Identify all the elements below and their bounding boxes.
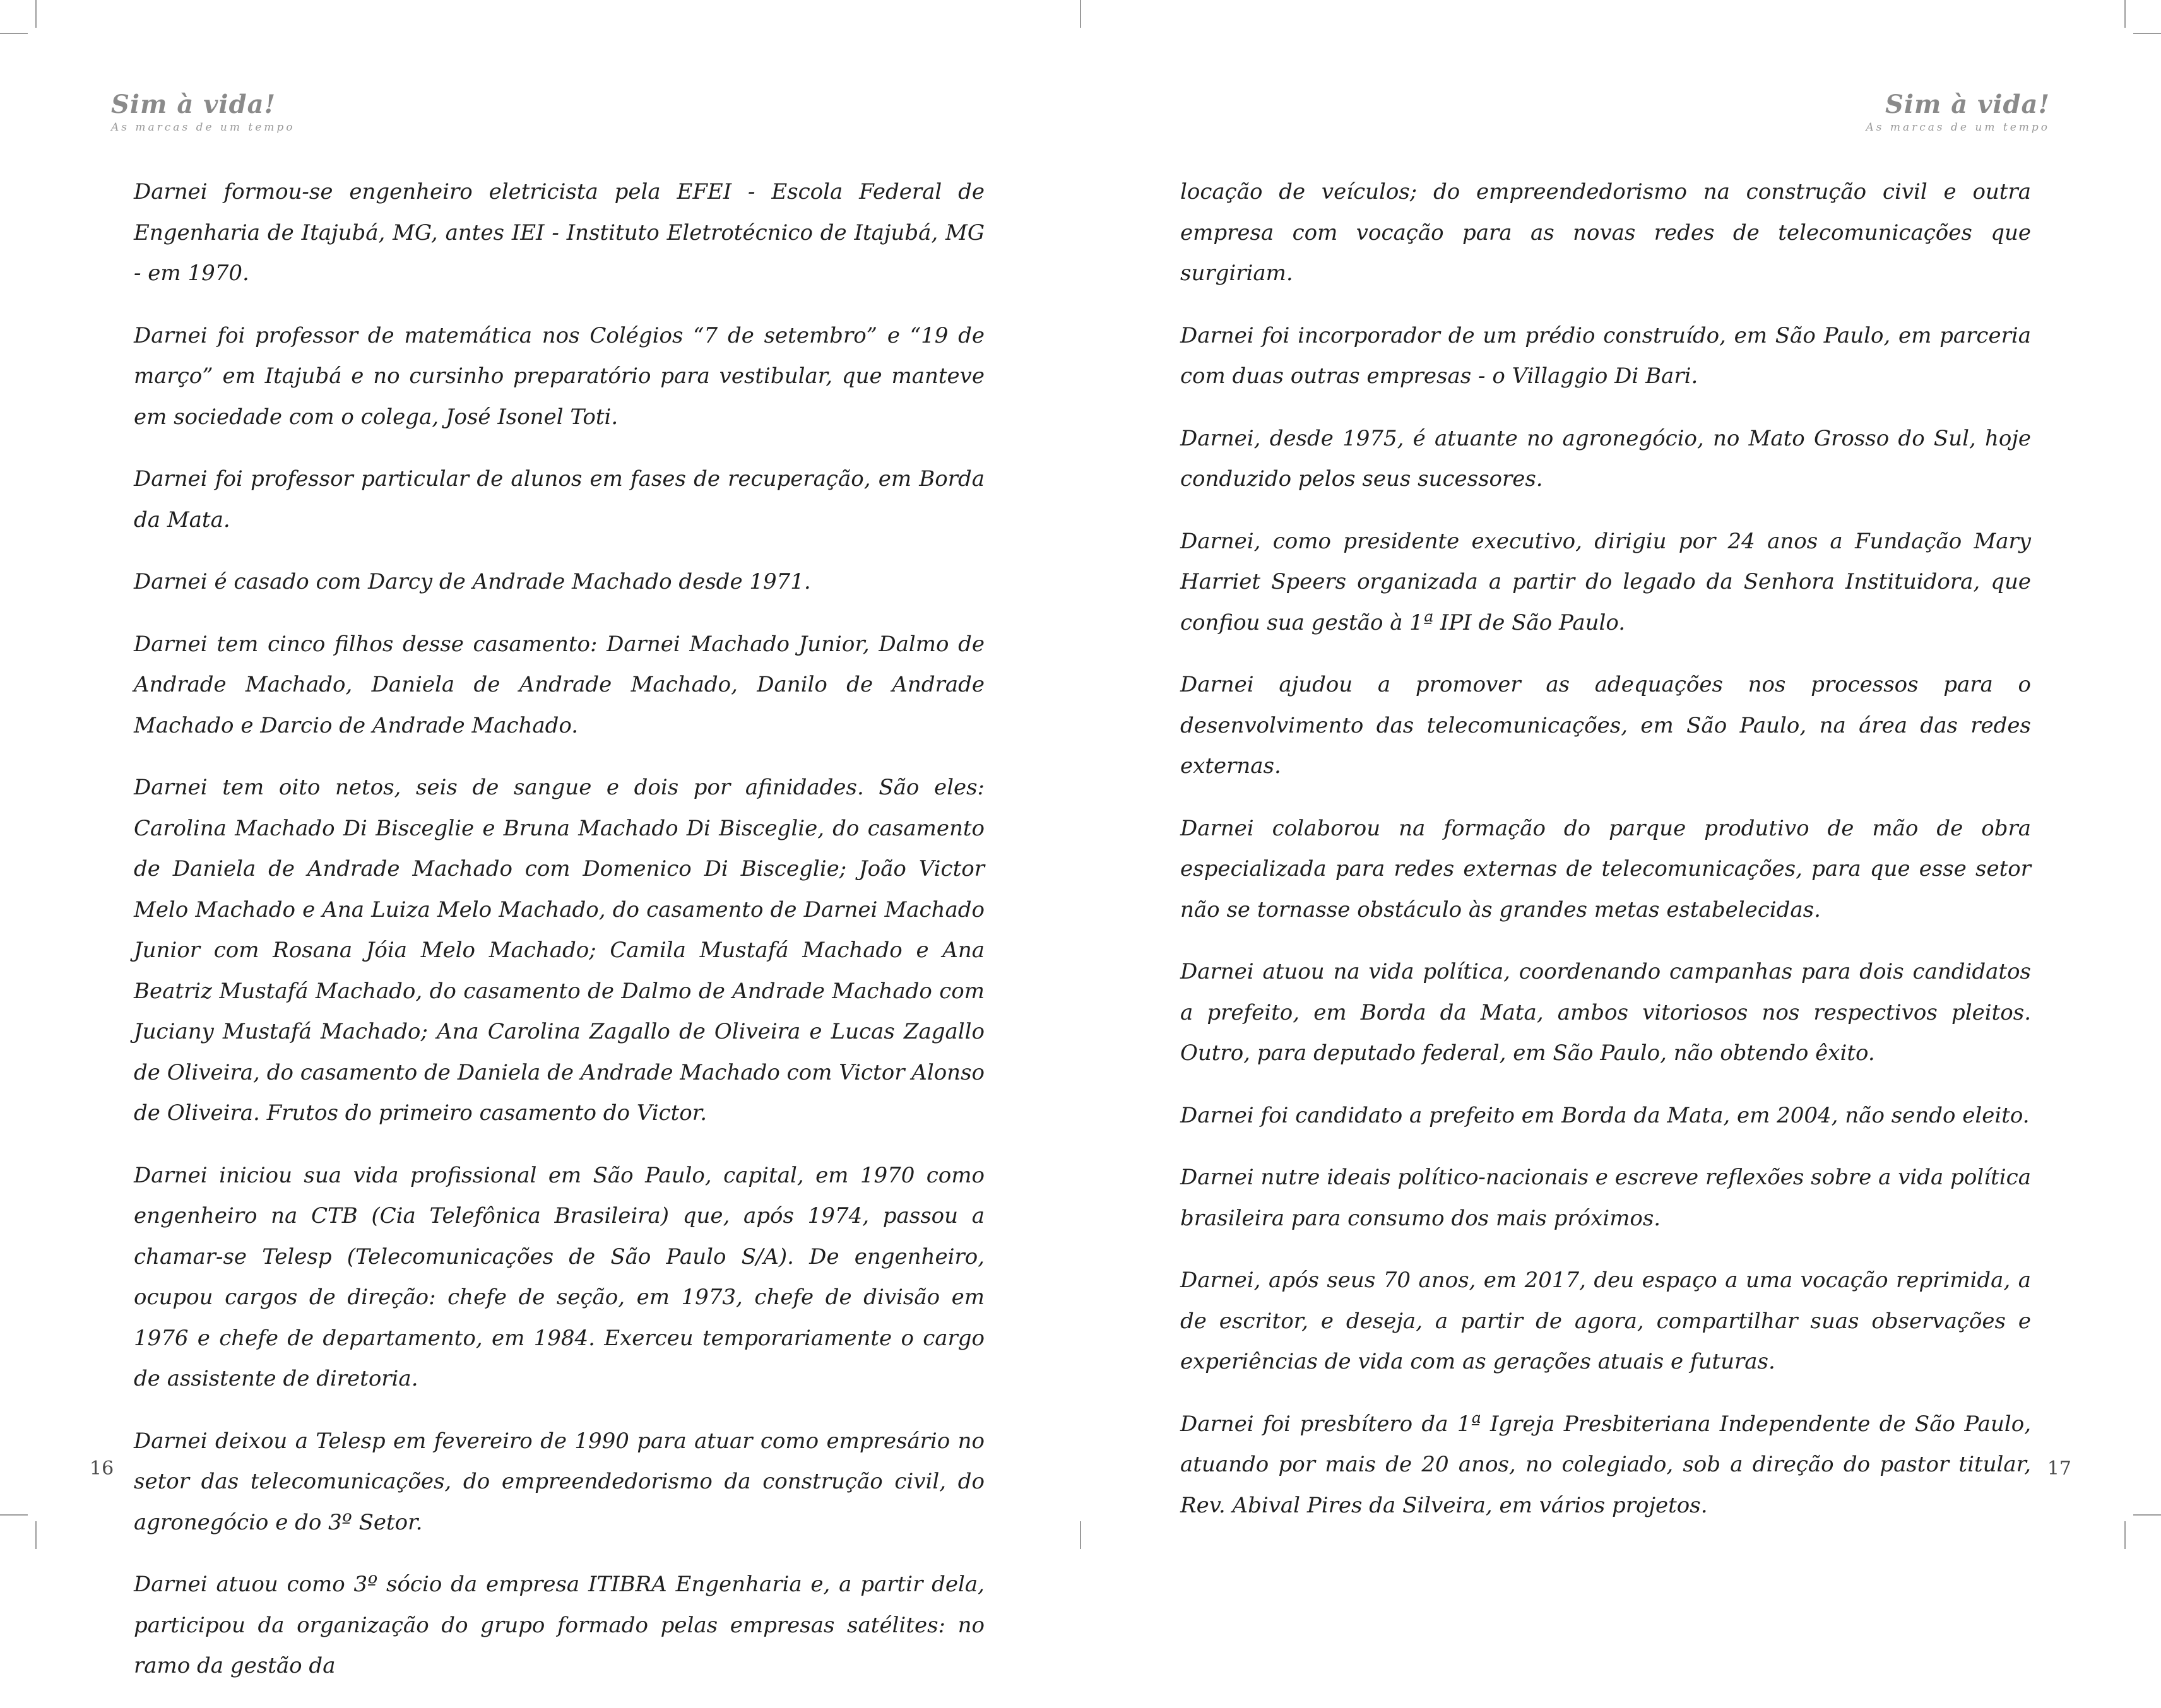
book-title: Sim à vida!: [111, 90, 276, 119]
page-body: [1180, 172, 2031, 1547]
book-subtitle: As marcas de um tempo: [111, 121, 295, 134]
book-subtitle: As marcas de um tempo: [1866, 121, 2050, 134]
paragraph: Darnei foi professor de matemática nos Colégios “7 de setembro” e “19 de março” em Itajubá e no cursinho preparatório para vestibular, que manteve em sociedade com o colega, José Isonel Toti.: [134, 322, 985, 430]
paragraph: Darnei tem cinco filhos desse casamento: Darnei Machado Junior, Dalmo de Andrade Machado, Daniela de Andrade Machado, Danilo de Andrade Machado e Darcio de Andrade Machado.: [134, 631, 985, 738]
paragraph: Darnei é casado com Darcy de Andrade Machado desde 1971.: [134, 569, 811, 594]
running-header: [111, 92, 295, 133]
paragraph: Darnei formou-se engenheiro eletricista pela EFEI - Escola Federal de Engenharia de Itajubá, MG, antes IEI - Instituto Eletrotécnico de Itajubá, MG - em 1970.: [134, 179, 985, 286]
paragraph: Darnei foi incorporador de um prédio construído, em São Paulo, em parceria com duas outras empresas - o Villaggio Di Bari.: [1180, 322, 2031, 389]
paragraph: Darnei atuou como 3º sócio da empresa ITIBRA Engenharia e, a partir dela, participou da organização do grupo formado pelas empresas satélites: no ramo da gestão da: [134, 1572, 985, 1678]
paragraph: locação de veículos; do empreendedorismo na construção civil e outra empresa com vocação para as novas redes de telecomunicações que surgiriam.: [1180, 179, 2031, 286]
paragraph: Darnei foi professor particular de alunos em fases de recuperação, em Borda da Mata.: [134, 466, 985, 533]
page-body: [134, 172, 985, 1708]
left-page: [0, 0, 1080, 1678]
paragraph: Darnei foi candidato a prefeito em Borda da Mata, em 2004, não sendo eleito.: [1180, 1102, 2030, 1128]
paragraph: Darnei colaborou na formação do parque produtivo de mão de obra especializada para redes externas de telecomunicações, para que esse setor não se tornasse obstáculo às grandes metas estabelecidas.: [1180, 815, 2031, 922]
paragraph: Darnei foi presbítero da 1ª Igreja Presbiteriana Independente de São Paulo, atuando por mais de 20 anos, no colegiado, sob a direção do pastor titular, Rev. Abival Pires da Silveira, em vários projetos.: [1180, 1411, 2031, 1518]
page-number: 17: [2047, 1458, 2071, 1480]
paragraph: Darnei, como presidente executivo, dirigiu por 24 anos a Fundação Mary Harriet Speers organizada a partir do legado da Senhora Instituidora, que confiou sua gestão à 1ª IPI de São Paulo.: [1180, 528, 2031, 635]
paragraph: Darnei ajudou a promover as adequações nos processos para o desenvolvimento das telecomunicações, em São Paulo, na área das redes externas.: [1180, 672, 2031, 779]
book-title: Sim à vida!: [1885, 90, 2050, 119]
paragraph: Darnei tem oito netos, seis de sangue e dois por afinidades. São eles: Carolina Machado Di Bisceglie e Bruna Machado Di Bisceglie, do casamento de Daniela de Andrade Machado com Domenico Di Bisceglie; João Victor Melo Machado e Ana Luiza Melo Machado, do casamento de Darnei Machado Junior com Rosana Jóia Melo Machado; Camila Mustafá Machado e Ana Beatriz Mustafá Machado, do casamento de Dalmo de Andrade Machado com Juciany Mustafá Machado; Ana Carolina Zagallo de Oliveira e Lucas Zagallo de Oliveira, do casamento de Daniela de Andrade Machado com Victor Alonso de Oliveira. Frutos do primeiro casamento do Victor.: [134, 775, 985, 1126]
paragraph: Darnei atuou na vida política, coordenando campanhas para dois candidatos a prefeito, em Borda da Mata, ambos vitoriosos nos respectivos pleitos. Outro, para deputado federal, em São Paulo, não obtendo êxito.: [1180, 959, 2031, 1066]
paragraph: Darnei nutre ideais político-nacionais e escreve reflexões sobre a vida política brasileira para consumo dos mais próximos.: [1180, 1165, 2031, 1231]
paragraph: Darnei iniciou sua vida profissional em São Paulo, capital, em 1970 como engenheiro na CTB (Cia Telefônica Brasileira) que, após 1974, passou a chamar-se Telesp (Telecomunicações de São Paulo S/A). De engenheiro, ocupou cargos de direção: chefe de seção, em 1973, chefe de divisão em 1976 e chefe de departamento, em 1984. Exerceu temporariamente o cargo de assistente de diretoria.: [134, 1162, 985, 1391]
paragraph: Darnei deixou a Telesp em fevereiro de 1990 para atuar como empresário no setor das telecomunicações, do empreendedorismo da construção civil, do agronegócio e do 3º Setor.: [134, 1428, 985, 1535]
running-header: [1866, 92, 2050, 133]
paragraph: Darnei, desde 1975, é atuante no agronegócio, no Mato Grosso do Sul, hoje conduzido pelos seus sucessores.: [1180, 425, 2031, 492]
page-number: 16: [90, 1458, 114, 1480]
paragraph: Darnei, após seus 70 anos, em 2017, deu espaço a uma vocação reprimida, a de escritor, e deseja, a partir de agora, compartilhar suas observações e experiências de vida com as gerações atuais e futuras.: [1180, 1268, 2031, 1374]
right-page: [1080, 0, 2161, 1549]
